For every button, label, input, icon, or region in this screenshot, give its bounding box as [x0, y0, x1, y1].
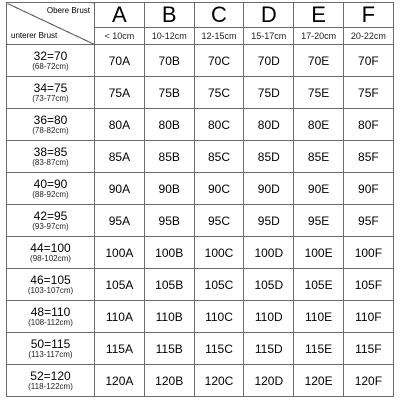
bra-size-cell: 105A	[95, 269, 145, 301]
bra-size-cell: 115D	[244, 333, 294, 365]
table-row	[7, 205, 394, 237]
bra-size-cell: 100A	[95, 237, 145, 269]
size-chart-body	[7, 3, 394, 397]
band-size-range: (103-107cm)	[27, 285, 74, 295]
bra-size-cell: 100F	[343, 237, 393, 269]
band-size-range: (108-112cm)	[28, 317, 73, 327]
bra-size-cell: 80D	[244, 109, 294, 141]
bra-size-cell: 90F	[343, 173, 393, 205]
bra-size-cell: 80F	[343, 109, 393, 141]
cup-letter-B: B	[144, 3, 194, 28]
bra-size-cell: 115B	[144, 333, 194, 365]
band-size-cell	[7, 45, 95, 77]
band-size-label: 50=115	[30, 337, 71, 351]
band-size-range: (113-117cm)	[28, 349, 73, 359]
cup-letter-E: E	[294, 3, 344, 28]
table-row	[7, 45, 394, 77]
bra-size-cell: 105C	[194, 269, 244, 301]
bra-size-cell: 110B	[144, 301, 194, 333]
bra-size-cell: 90A	[95, 173, 145, 205]
bra-size-cell: 95D	[244, 205, 294, 237]
band-size-range: (68-72cm)	[32, 61, 69, 71]
cup-range-F: 20-22cm	[343, 28, 393, 45]
band-size-range: (118-122cm)	[28, 381, 73, 391]
band-size-cell	[7, 365, 95, 397]
bra-size-cell: 70C	[194, 45, 244, 77]
table-row	[7, 77, 394, 109]
bra-size-cell: 115F	[343, 333, 393, 365]
band-size-range: (98-102cm)	[30, 253, 71, 263]
band-size-cell	[7, 109, 95, 141]
bra-size-cell: 120E	[294, 365, 344, 397]
bra-size-cell: 90D	[244, 173, 294, 205]
band-size-cell	[7, 333, 95, 365]
bra-size-cell: 120C	[194, 365, 244, 397]
band-size-cell	[7, 141, 95, 173]
bra-size-cell: 85D	[244, 141, 294, 173]
bra-size-cell: 75F	[343, 77, 393, 109]
band-size-cell	[7, 237, 95, 269]
band-size-label: 44=100	[30, 241, 71, 255]
cup-range-B: 10-12cm	[144, 28, 194, 45]
table-row	[7, 141, 394, 173]
bra-size-cell: 95C	[194, 205, 244, 237]
bra-size-cell: 80E	[294, 109, 344, 141]
bra-size-cell: 105B	[144, 269, 194, 301]
header-letter-row	[7, 3, 394, 28]
bra-size-cell: 75B	[144, 77, 194, 109]
band-size-range: (78-82cm)	[32, 125, 69, 135]
bra-size-cell: 70D	[244, 45, 294, 77]
bra-size-cell: 120A	[95, 365, 145, 397]
band-size-label: 40=90	[33, 177, 68, 191]
bra-size-cell: 115C	[194, 333, 244, 365]
bra-size-cell: 75D	[244, 77, 294, 109]
bra-size-cell: 110D	[244, 301, 294, 333]
bra-size-cell: 85E	[294, 141, 344, 173]
bra-size-cell: 120F	[343, 365, 393, 397]
cup-range-C: 12-15cm	[194, 28, 244, 45]
bra-size-cell: 110A	[95, 301, 145, 333]
band-size-range: (83-87cm)	[32, 157, 69, 167]
cup-range-E: 17-20cm	[294, 28, 344, 45]
bra-size-cell: 90E	[294, 173, 344, 205]
band-size-label: 36=80	[33, 113, 68, 127]
cup-letter-D: D	[244, 3, 294, 28]
bra-size-cell: 95A	[95, 205, 145, 237]
bra-size-cell: 95B	[144, 205, 194, 237]
bra-size-cell: 120D	[244, 365, 294, 397]
bra-size-cell: 105E	[294, 269, 344, 301]
table-row	[7, 333, 394, 365]
table-row	[7, 237, 394, 269]
bra-size-cell: 80A	[95, 109, 145, 141]
band-size-cell	[7, 269, 95, 301]
cup-range-D: 15-17cm	[244, 28, 294, 45]
bra-size-cell: 80C	[194, 109, 244, 141]
bra-size-cell: 85C	[194, 141, 244, 173]
band-size-range: (88-92cm)	[32, 189, 69, 199]
bra-size-cell: 95F	[343, 205, 393, 237]
bra-size-cell: 90C	[194, 173, 244, 205]
obere-brust-label: Obere Brust	[46, 6, 90, 15]
band-size-label: 38=85	[33, 145, 68, 159]
bra-size-cell: 75E	[294, 77, 344, 109]
table-row	[7, 109, 394, 141]
bra-size-cell: 100C	[194, 237, 244, 269]
bra-size-cell: 110E	[294, 301, 344, 333]
band-size-range: (93-97cm)	[32, 221, 69, 231]
bra-size-cell: 100D	[244, 237, 294, 269]
bra-size-cell: 100B	[144, 237, 194, 269]
cup-letter-F: F	[343, 3, 393, 28]
cup-letter-C: C	[194, 3, 244, 28]
bra-size-cell: 70A	[95, 45, 145, 77]
cup-letter-A: A	[95, 3, 145, 28]
bra-size-cell: 95E	[294, 205, 344, 237]
band-size-label: 34=75	[33, 81, 68, 95]
table-row	[7, 269, 394, 301]
band-size-range: (73-77cm)	[32, 93, 69, 103]
bra-size-cell: 70E	[294, 45, 344, 77]
bra-size-cell: 120B	[144, 365, 194, 397]
bra-size-cell: 115E	[294, 333, 344, 365]
bra-size-cell: 115A	[95, 333, 145, 365]
band-size-label: 42=95	[33, 209, 68, 223]
bra-size-cell: 105F	[343, 269, 393, 301]
bra-size-cell: 85A	[95, 141, 145, 173]
table-row	[7, 173, 394, 205]
size-chart-table	[6, 2, 394, 397]
bra-size-cell: 70F	[343, 45, 393, 77]
bra-size-cell: 110F	[343, 301, 393, 333]
corner-header-cell	[7, 3, 95, 45]
unterer-brust-label: unterer Brust	[11, 31, 58, 40]
band-size-label: 48=110	[30, 305, 71, 319]
bra-size-cell: 85B	[144, 141, 194, 173]
bra-size-cell: 80B	[144, 109, 194, 141]
bra-size-cell: 105D	[244, 269, 294, 301]
bra-size-cell: 70B	[144, 45, 194, 77]
table-row	[7, 301, 394, 333]
bra-size-cell: 100E	[294, 237, 344, 269]
band-size-label: 32=70	[33, 49, 68, 63]
bra-size-cell: 75A	[95, 77, 145, 109]
band-size-cell	[7, 205, 95, 237]
band-size-label: 46=105	[30, 273, 71, 287]
bra-size-cell: 85F	[343, 141, 393, 173]
cup-range-A: < 10cm	[95, 28, 145, 45]
table-row	[7, 365, 394, 397]
band-size-cell	[7, 173, 95, 205]
bra-size-cell: 110C	[194, 301, 244, 333]
band-size-cell	[7, 301, 95, 333]
bra-size-cell: 90B	[144, 173, 194, 205]
band-size-cell	[7, 77, 95, 109]
band-size-label: 52=120	[30, 369, 71, 383]
bra-size-cell: 75C	[194, 77, 244, 109]
